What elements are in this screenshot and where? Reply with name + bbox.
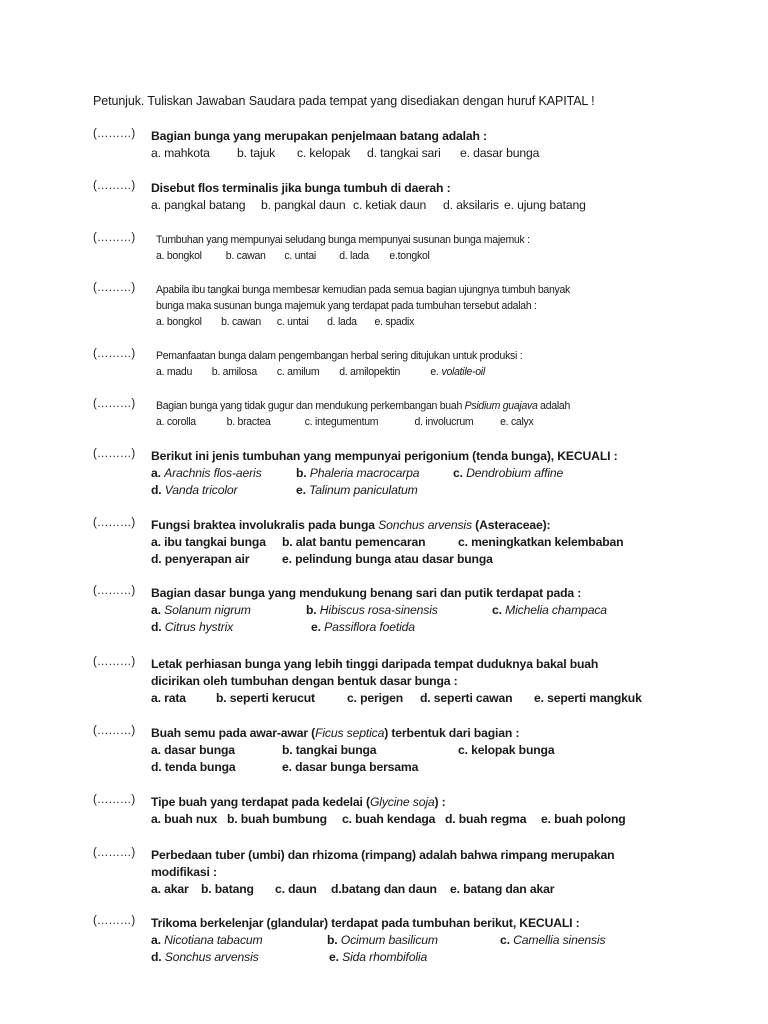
options-row	[156, 248, 530, 264]
option-d: d. Vanda tricolor	[151, 483, 238, 497]
options-row	[151, 811, 626, 828]
option-b: b. buah bumbung	[227, 812, 327, 826]
option-d: d. tangkai sari	[367, 146, 441, 160]
answer-blank: (………)	[93, 128, 136, 140]
options-row	[151, 619, 607, 636]
option-d: d. Citrus hystrix	[151, 620, 234, 634]
option-e: volatile-oil	[441, 366, 485, 378]
question-stem: Pemanfaatan bunga dalam pengembangan herbal sering ditujukan untuk produksi :	[156, 350, 523, 362]
option-c: c. untai	[276, 316, 309, 328]
option-e-label: e.	[430, 366, 439, 378]
option-c: c. kelopak bunga	[458, 743, 555, 757]
option-b: b. Ocimum basilicum	[327, 933, 438, 947]
option-a: a. Arachnis flos-aeris	[151, 466, 262, 480]
species-name: Glycine soja	[369, 795, 435, 809]
option-a: a. pangkal batang	[151, 198, 246, 212]
options-row	[156, 314, 570, 330]
option-e: e. Passiflora foetida	[311, 620, 415, 634]
option-a: a. madu	[156, 366, 193, 378]
option-d: d. lada	[327, 316, 357, 328]
option-c: c. perigen	[347, 691, 404, 705]
answer-blank: (………)	[93, 448, 136, 460]
option-b: b. tajuk	[237, 146, 276, 160]
option-d: d. buah regma	[445, 812, 527, 826]
question-stem: Disebut flos terminalis jika bunga tumbuh di daerah :	[151, 181, 451, 195]
options-row	[151, 145, 539, 162]
option-a: a. mahkota	[151, 146, 210, 160]
question-stem-line-1: Apabila ibu tangkai bunga membesar kemudian pada semua bagian ujungnya tumbuh banyak	[156, 284, 571, 296]
option-a: a. dasar bunga	[151, 743, 235, 757]
question-stem: Tumbuhan yang mempunyai seludang bunga mempunyai susunan bunga majemuk :	[156, 234, 530, 246]
option-e: e.tongkol	[389, 250, 430, 262]
option-e: e. dasar bunga bersama	[282, 760, 419, 774]
question-stem-line-2: bunga maka susunan bunga majemuk yang terdapat pada tumbuhan tersebut adalah :	[156, 300, 537, 312]
answer-blank: (………)	[93, 232, 136, 244]
option-c: c. buah kendaga	[342, 812, 436, 826]
option-c: c. Dendrobium affine	[453, 466, 564, 480]
question-stem-line-1: Letak perhiasan bunga yang lebih tinggi daripada tempat duduknya bakal buah	[151, 657, 599, 671]
option-c: c. ketiak daun	[353, 198, 427, 212]
option-d: d. lada	[339, 250, 369, 262]
answer-blank: (………)	[93, 656, 136, 668]
option-e: e. Sida rhombifolia	[329, 950, 428, 964]
option-d: d. seperti cawan	[420, 691, 513, 705]
option-e: e. spadix	[374, 316, 415, 328]
options-row	[151, 534, 623, 551]
answer-blank: (………)	[93, 517, 136, 529]
option-a: a. bongkol	[156, 250, 202, 262]
option-e: e. Talinum paniculatum	[296, 483, 418, 497]
option-b: b. seperti kerucut	[216, 691, 315, 705]
option-c: c. Michelia champaca	[492, 603, 607, 617]
option-a: a. akar	[151, 882, 189, 896]
answer-blank: (………)	[93, 915, 136, 927]
option-e: e. buah polong	[541, 812, 626, 826]
question-stem: Berikut ini jenis tumbuhan yang mempunyai perigonium (tenda bunga), KECUALI :	[151, 449, 618, 463]
question-stem: Bagian dasar bunga yang mendukung benang sari dan putik terdapat pada :	[151, 586, 582, 600]
option-e: e. ujung batang	[504, 198, 586, 212]
option-b: b. Phaleria macrocarpa	[296, 466, 420, 480]
options-row	[151, 197, 586, 214]
option-b: b. batang	[201, 882, 254, 896]
option-e: e. dasar bunga	[460, 146, 540, 160]
question-stem: Trikoma berkelenjar (glandular) terdapat pada tumbuhan berikut, KECUALI :	[151, 916, 580, 930]
options-row	[151, 602, 607, 619]
question-stem: Buah semu pada awar-awar (Ficus septica) terbentuk dari bagian :	[151, 726, 520, 740]
options-row	[151, 932, 605, 949]
option-d: d. aksilaris	[443, 198, 499, 212]
options-row	[156, 414, 570, 430]
option-b: b. Hibiscus rosa-sinensis	[306, 603, 438, 617]
species-name: Sonchus arvensis	[378, 518, 472, 532]
option-b: b. cawan	[221, 316, 261, 328]
option-a: a. rata	[151, 691, 186, 705]
option-d: d. penyerapan air	[151, 552, 250, 566]
question-stem: Fungsi braktea involukralis pada bunga Sonchus arvensis (Asteraceae):	[151, 518, 551, 532]
options-row	[151, 949, 605, 966]
option-b: b. bractea	[226, 416, 271, 428]
question-stem: Bagian bunga yang tidak gugur dan mendukung perkembangan buah Psidium guajava adalah	[156, 400, 571, 412]
option-e: e. seperti mangkuk	[534, 691, 642, 705]
option-d: d. amilopektin	[339, 366, 401, 378]
option-e: e. pelindung bunga atau dasar bunga	[282, 552, 493, 566]
option-a: a. bongkol	[156, 316, 202, 328]
option-b: b. amilosa	[211, 366, 257, 378]
answer-blank: (………)	[93, 180, 136, 192]
option-b: b. cawan	[225, 250, 266, 262]
option-e: e. batang dan akar	[450, 882, 555, 896]
option-c: c. kelopak	[297, 146, 351, 160]
option-b: b. tangkai bunga	[282, 743, 377, 757]
option-a: a. corolla	[156, 416, 196, 428]
option-e: e. calyx	[500, 416, 534, 428]
options-row	[151, 482, 618, 499]
option-b: b. alat bantu pemencaran	[282, 535, 426, 549]
options-row	[151, 551, 623, 568]
answer-blank: (………)	[93, 585, 136, 597]
option-c: c. daun	[275, 882, 317, 896]
options-row	[151, 465, 618, 482]
species-name: Ficus septica	[315, 726, 385, 740]
question-stem: Bagian bunga yang merupakan penjelmaan batang adalah :	[151, 129, 487, 143]
options-row	[151, 881, 614, 898]
option-d: d. Sonchus arvensis	[151, 950, 259, 964]
option-d: d.batang dan daun	[331, 882, 437, 896]
option-d: d. involucrum	[414, 416, 474, 428]
option-a: a. buah nux	[151, 812, 218, 826]
answer-blank: (………)	[93, 282, 136, 294]
answer-blank: (………)	[93, 847, 136, 859]
options-row	[151, 742, 554, 759]
option-c: c. meningkatkan kelembaban	[458, 535, 624, 549]
instructions: Petunjuk. Tuliskan Jawaban Saudara pada tempat yang disediakan dengan huruf KAPITAL !	[93, 94, 595, 108]
options-row	[151, 759, 554, 776]
option-a: a. Solanum nigrum	[151, 603, 251, 617]
options-row	[151, 690, 642, 707]
option-b: b. pangkal daun	[261, 198, 346, 212]
option-d: d. tenda bunga	[151, 760, 236, 774]
option-c: c. amilum	[276, 366, 320, 378]
question-stem: Tipe buah yang terdapat pada kedelai (Glycine soja) :	[151, 795, 446, 809]
option-a: a. ibu tangkai bunga	[151, 535, 266, 549]
question-stem-line-2: dicirikan oleh tumbuhan dengan bentuk dasar bunga :	[151, 674, 458, 688]
species-name: Psidium guajava	[464, 400, 538, 412]
answer-blank: (………)	[93, 794, 136, 806]
option-c: c. Camellia sinensis	[500, 933, 606, 947]
option-c: c. untai	[284, 250, 316, 262]
question-stem-line-1: Perbedaan tuber (umbi) dan rhizoma (rimpang) adalah bahwa rimpang merupakan	[151, 848, 615, 862]
option-c: c. integumentum	[304, 416, 379, 428]
answer-blank: (………)	[93, 398, 136, 410]
answer-blank: (………)	[93, 348, 136, 360]
options-row	[156, 364, 522, 380]
question-stem-line-2: modifikasi :	[151, 865, 217, 879]
answer-blank: (………)	[93, 725, 136, 737]
option-a: a. Nicotiana tabacum	[151, 933, 263, 947]
